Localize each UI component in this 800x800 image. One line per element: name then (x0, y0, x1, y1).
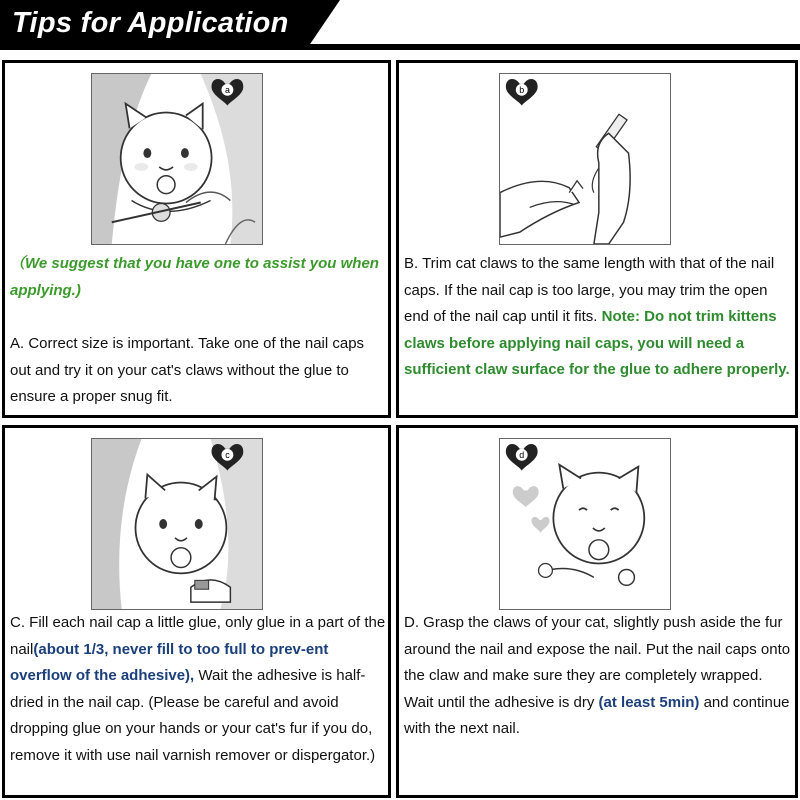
step-d-marker: d (519, 449, 525, 460)
header-banner (0, 0, 800, 50)
step-c-content (10, 610, 390, 769)
step-c-panel (2, 425, 391, 798)
step-b-illustration (499, 73, 671, 245)
step-c-illustration (91, 438, 263, 610)
step-d-content (404, 610, 796, 743)
step-d-text-1: D. Grasp the claws of your cat, slightly push aside the fur around the nail and expose the nail. Put the nail caps onto the claw and make sure they are completely wrapped. Wait until the adhesive is dry (404, 614, 791, 711)
step-d-panel (396, 425, 798, 798)
step-c-text-1: C. Fill each nail cap a little glue, only glue in a part of the nail (10, 614, 386, 658)
step-d-illustration (499, 438, 671, 610)
step-c-marker: c (225, 449, 230, 460)
step-a-marker: a (224, 84, 230, 95)
banner-rule (300, 44, 800, 50)
page-title: Tips for Application (12, 7, 289, 39)
step-b-text: B. Trim cat claws to the same length with that of the nail caps. If the nail cap is too large, you may trim the open end of the nail cap until it fits. (404, 255, 775, 325)
step-b-panel (396, 60, 798, 418)
step-a-panel (2, 60, 391, 418)
step-d-text-2: and continue with the next nail. (404, 693, 790, 737)
step-a-illustration (91, 73, 263, 245)
step-d-highlight: (at least 5min) (598, 693, 700, 711)
step-a-text: A. Correct size is important. Take one of the nail caps out and try it on your cat's claws without the glue to ensure a proper snug fit. (10, 335, 365, 405)
step-b-content (404, 251, 796, 384)
step-b-highlight: Note: Do not trim kittens claws before applying nail caps, you will need a sufficient claw surface for the glue to adhere properly. (404, 308, 790, 378)
step-c-highlight: (about 1/3, never fill to too full to prev-ent overflow of the adhesive), (10, 640, 329, 684)
step-c-text-2: Wait the adhesive is half-dried in the nail cap. (Please be careful and avoid dropping glue on your hands or your cat's fur if you do, remove it with use nail varnish remover or dispergator.) (10, 667, 376, 764)
step-b-marker: b (519, 84, 525, 95)
step-a-note: （We suggest that you have one to assist you when applying.) (10, 255, 379, 299)
